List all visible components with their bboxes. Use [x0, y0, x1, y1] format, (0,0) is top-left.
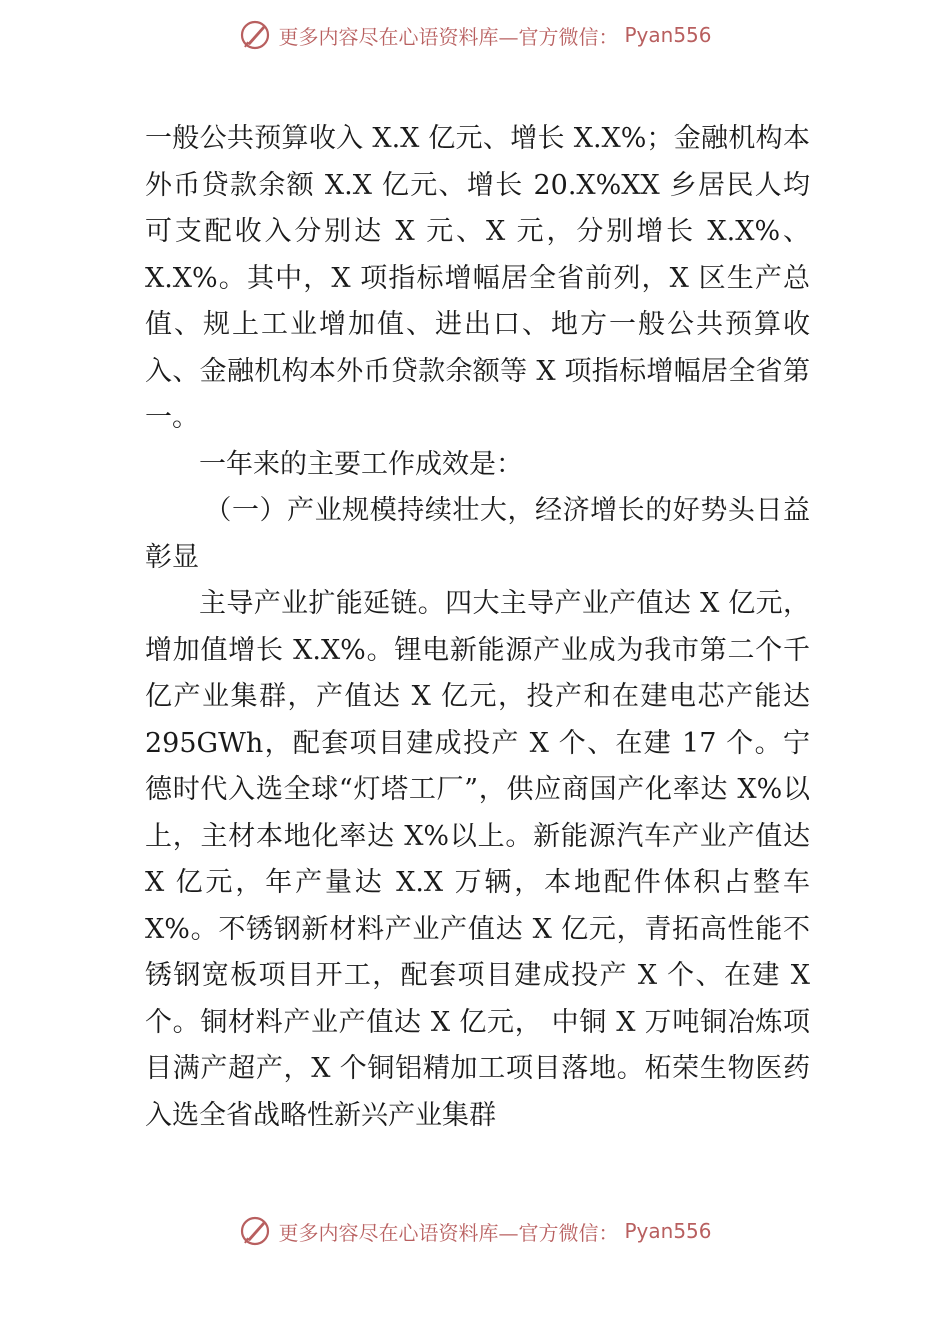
watermark-text: 更多内容尽在心语资料库—官方微信： — [278, 24, 619, 49]
watermark-text: 更多内容尽在心语资料库—官方微信： — [278, 1220, 619, 1245]
watermark-wechat-id: Pyan556 — [624, 1219, 712, 1243]
quill-pen-circle-icon — [238, 18, 272, 52]
paragraph-statistics: 一般公共预算收入 X.X 亿元、增长 X.X%；金融机构本外币贷款余额 X.X 亿元、增长 20.X%XX 乡居民人均可支配收入分别达 X 元、X 元，分别增长 X.X%、X.X%。其中，X 项指标增幅居全省前列，X 区生产总值、规上工业增加值、进出口、地方一般公共预算收入、金融机构本外币贷款余额等 X 项指标增幅居全省第一。 — [145, 123, 810, 433]
header-watermark — [0, 18, 950, 52]
footer-watermark — [0, 1214, 950, 1248]
paragraph-intro: 一年来的主要工作成效是： — [199, 448, 523, 480]
document-body — [145, 116, 810, 1139]
section-heading: （一）产业规模持续壮大，经济增长的好势头日益彰显 — [145, 495, 810, 573]
paragraph-industry: 主导产业扩能延链。四大主导产业产值达 X 亿元，增加值增长 X.X%。锂电新能源产业成为我市第二个千亿产业集群，产值达 X 亿元，投产和在建电芯产能达 295GWh，配套项目建成投产 X 个、在建 17 个。宁德时代入选全球“灯塔工厂”，供应商国产化率达 X%以上，主材本地化率达 X%以上。新能源汽车产业产值达 X 亿元，年产量达 X.X 万辆，本地配件体积占整车 X%。不锈钢新材料产业产值达 X 亿元，青拓高性能不锈钢宽板项目开工，配套项目建成投产 X 个、在建 X 个。铜材料产业产值达 X 亿元， 中铜 X 万吨铜冶炼项目满产超产，X 个铜铝精加工项目落地。柘荣生物医药入选全省战略性新兴产业集群 — [145, 588, 810, 1131]
watermark-wechat-id: Pyan556 — [624, 23, 712, 47]
quill-pen-circle-icon — [238, 1214, 272, 1248]
